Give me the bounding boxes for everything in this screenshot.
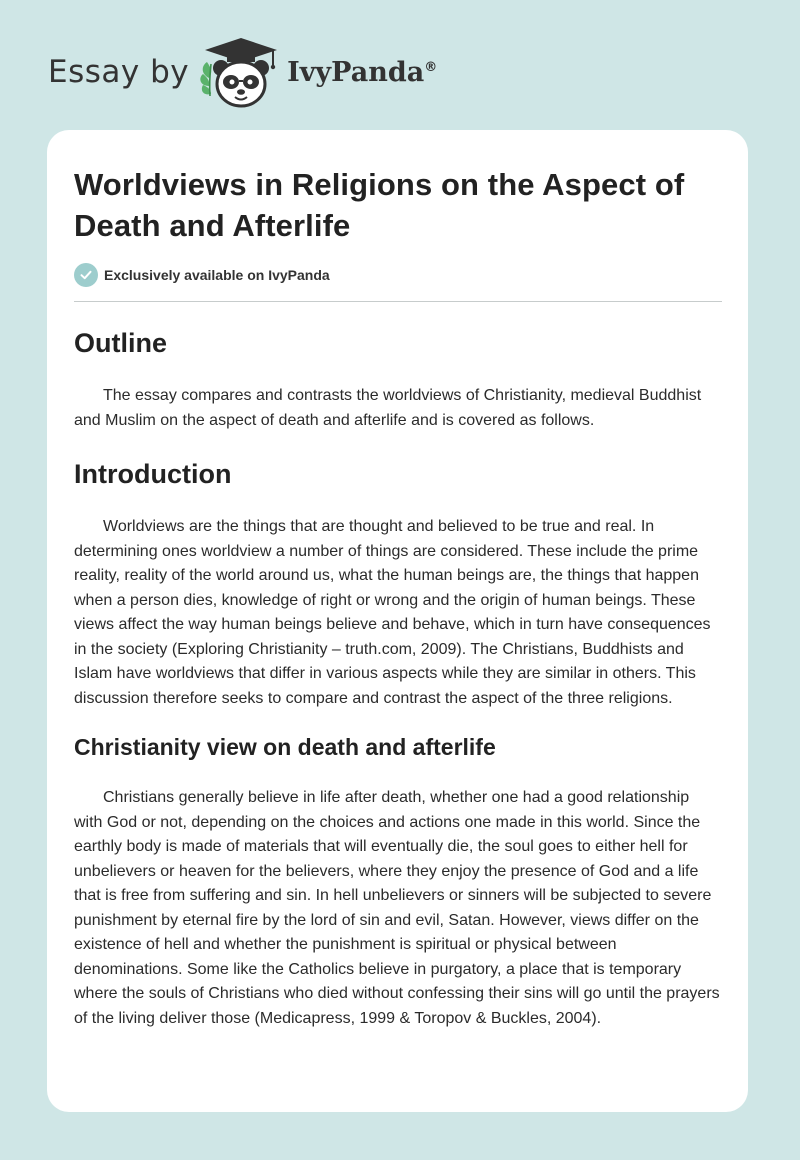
check-icon <box>74 263 98 287</box>
section-heading: Outline <box>74 328 167 358</box>
section-introduction <box>74 457 722 711</box>
exclusive-label: Exclusively available on IvyPanda <box>104 267 330 283</box>
section-paragraph: The essay compares and contrasts the worldviews of Christianity, medieval Buddhist and Muslim on the aspect of death and afterlife and is covered as follows. <box>74 387 702 429</box>
registered-mark: ® <box>424 59 438 75</box>
brand-name-text: IvyPanda <box>287 56 425 88</box>
section-heading: Christianity view on death and afterlife <box>74 734 496 760</box>
exclusive-badge <box>74 263 722 302</box>
section-paragraph: Worldviews are the things that are thought and believed to be true and real. In determining ones worldview a number of things are considered. These include the prime reality, reality of the world around us, what the human beings are, the things that happen when a person dies, knowledge of right or wrong and the origin of human beings. These views affect the way human beings believe and behave, which in turn have consequences in the society (Exploring Christianity – truth.com, 2009). The Christians, Buddhists and Islam have worldviews that differ in various aspects while they are similar in others. This discussion therefore seeks to compare and contrast the aspect of the three religions. <box>74 518 711 707</box>
section-heading: Introduction <box>74 459 232 489</box>
panda-graduate-icon <box>197 34 285 110</box>
section-outline <box>74 326 722 433</box>
section-paragraph: Christians generally believe in life after death, whether one had a good relationship with God or not, depending on the choices and actions one made in this world. Since the earthly body is made of materials that will eventually die, the soul goes to either hell for unbelievers or heaven for the believers, where they enjoy the presence of God and a life that is free from suffering and sin. In hell unbelievers or sinners will be subjected to severe punishment by eternal fire by the lord of sin and evil, Satan. However, views differ on the existence of hell and whether the punishment is spiritual or physical between denominations. Some like the Catholics believe in purgatory, a place that is temporary where the souls of Christians who died without confessing their sins will go until the prayers of the living deliver those (Medicapress, 1999 & Toropov & Buckles, 2004). <box>74 789 720 1027</box>
section-christianity <box>74 732 722 1031</box>
site-brand[interactable] <box>48 34 437 110</box>
brand-name <box>287 57 437 88</box>
essay-title: Worldviews in Religions on the Aspect of Death and Afterlife <box>74 167 685 243</box>
essay-card <box>47 130 748 1112</box>
brand-prefix: Essay by <box>48 54 190 90</box>
